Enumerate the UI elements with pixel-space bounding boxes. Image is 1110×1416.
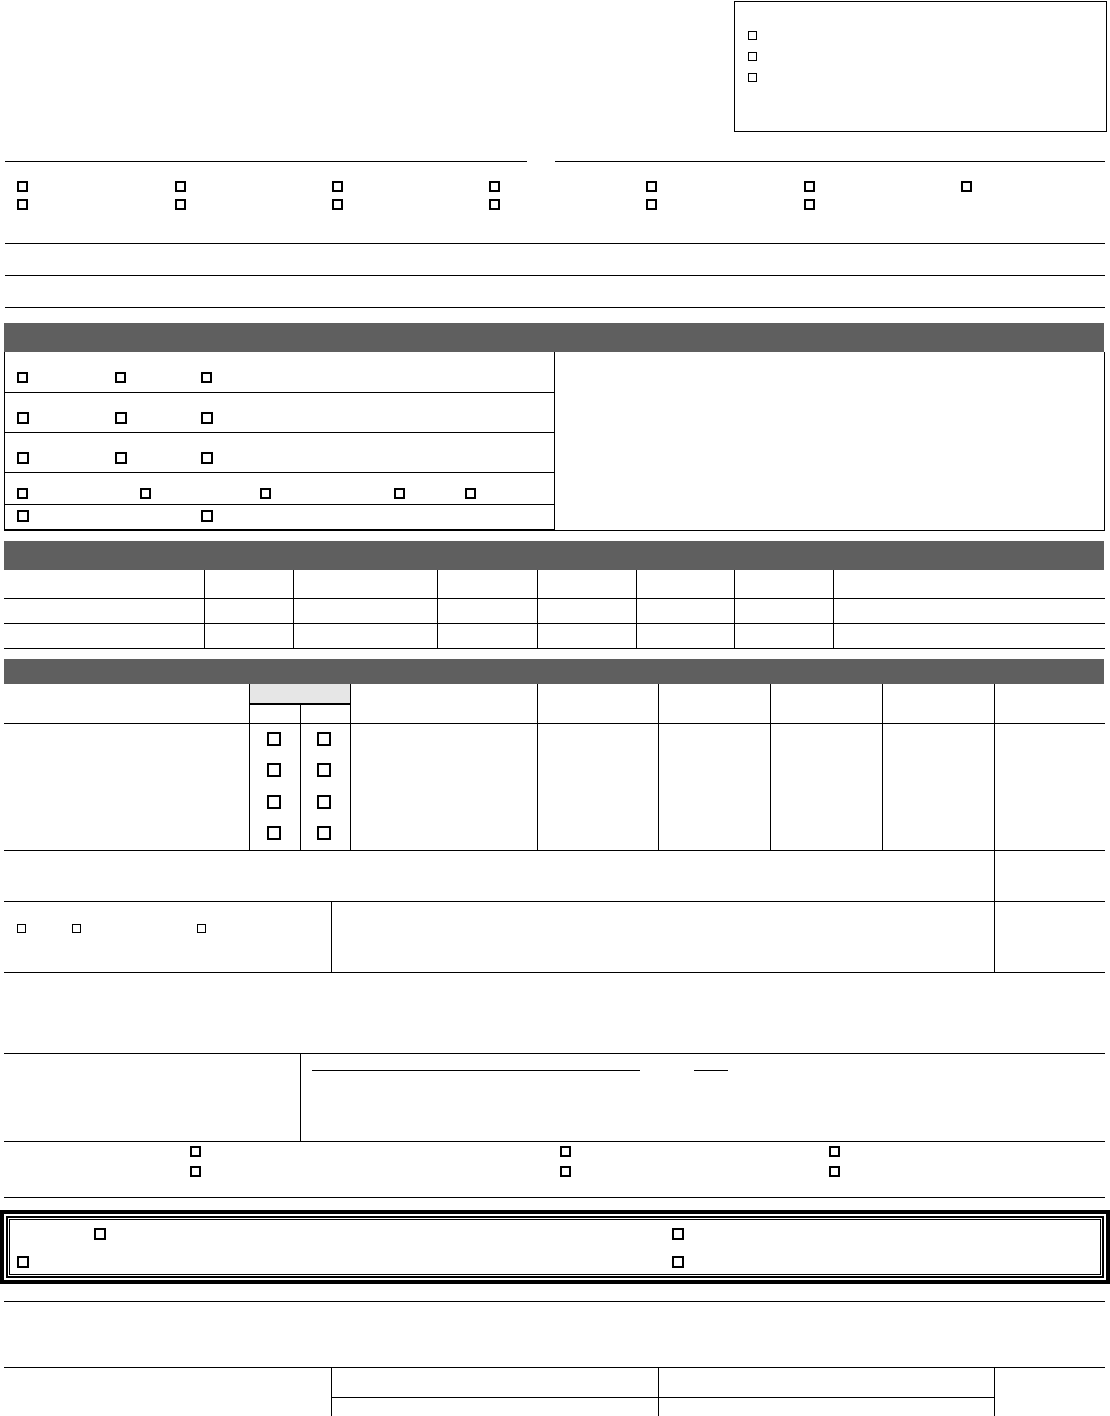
section-1-divider [554, 352, 555, 530]
section-3-extra-checkbox-1[interactable] [17, 924, 26, 933]
section-1-r2-checkbox-1[interactable] [17, 412, 29, 424]
section-1-band [4, 323, 1104, 352]
section-1-r1-checkbox-3[interactable] [201, 372, 212, 383]
lower-block-top-line [4, 1053, 1105, 1054]
date-line[interactable] [694, 1070, 728, 1071]
section-3-col-line-7 [882, 684, 883, 850]
section-3-col-line-4 [537, 684, 538, 850]
option-checkbox-r2-2[interactable] [175, 199, 186, 210]
section-3-bottom-line [4, 972, 1105, 973]
section-3-col-line-6 [770, 684, 771, 850]
bold-box-checkbox-4[interactable] [672, 1256, 684, 1268]
bottom-inner-line [331, 1397, 994, 1398]
option-checkbox-r2-6[interactable] [804, 199, 815, 210]
section-1-row-line-4 [4, 504, 554, 505]
section-3-pair-checkbox-3b[interactable] [317, 795, 331, 809]
lower-block-divider [300, 1053, 301, 1141]
section-3-pair-checkbox-2b[interactable] [317, 763, 331, 777]
section-3-extra-checkbox-3[interactable] [197, 924, 206, 933]
section-1-r4-checkbox-3[interactable] [260, 488, 271, 499]
field-line-3[interactable] [5, 307, 1105, 308]
section-3-pair-checkbox-2a[interactable] [267, 763, 281, 777]
option-checkbox-r1-5[interactable] [646, 181, 657, 192]
lower-checkbox-r1-2[interactable] [560, 1146, 571, 1157]
field-line-2[interactable] [5, 275, 1105, 276]
section-3-col-line-1 [249, 684, 250, 850]
bold-box-checkbox-1[interactable] [94, 1228, 106, 1240]
option-checkbox-r1-3[interactable] [332, 181, 343, 192]
section-3-col-line-9 [331, 901, 332, 972]
section-1-r4-checkbox-5[interactable] [465, 488, 476, 499]
top-box-checkbox-3[interactable] [748, 73, 757, 82]
section-3-col-line-5 [658, 684, 659, 850]
section-2-row-line-3 [4, 648, 1105, 649]
section-3-header-line [4, 723, 1105, 724]
option-checkbox-r2-5[interactable] [646, 199, 657, 210]
section-1-row-line-2 [4, 432, 554, 433]
section-2-band [4, 541, 1104, 570]
top-box-checkbox-1[interactable] [748, 31, 757, 40]
section-1-r3-checkbox-3[interactable] [201, 452, 213, 464]
section-3-extra-checkbox-2[interactable] [72, 924, 81, 933]
bottom-col-line-1 [331, 1367, 332, 1416]
section-3-pair-checkbox-4a[interactable] [267, 826, 281, 840]
lower-checkbox-r2-1[interactable] [190, 1166, 201, 1177]
option-checkbox-r1-4[interactable] [489, 181, 500, 192]
lower-block-bottom-line [4, 1141, 1105, 1142]
lower-checkbox-r2-3[interactable] [829, 1166, 840, 1177]
bold-box-inner-2 [9, 1219, 1101, 1275]
section-1-bottom-line [4, 530, 1105, 531]
section-3-col-line-2 [300, 704, 301, 850]
option-checkbox-r2-3[interactable] [332, 199, 343, 210]
bottom-field-line-1 [4, 1301, 1105, 1302]
lower-checkbox-r1-1[interactable] [190, 1146, 201, 1157]
section-2-col-line-5 [636, 570, 637, 648]
section-1-r4-checkbox-2[interactable] [140, 488, 151, 499]
section-1-r3-checkbox-1[interactable] [17, 452, 29, 464]
option-checkbox-r1-7[interactable] [961, 181, 972, 192]
section-3-pair-checkbox-1a[interactable] [267, 732, 281, 746]
option-checkbox-r2-4[interactable] [489, 199, 500, 210]
bottom-field-line-2 [4, 1367, 1105, 1368]
section-3-col-line-3 [350, 684, 351, 850]
option-checkbox-r2-1[interactable] [17, 199, 28, 210]
header-field-line-right[interactable] [555, 161, 1105, 162]
section-2-col-line-3 [437, 570, 438, 648]
section-1-r4-checkbox-4[interactable] [394, 488, 405, 499]
option-checkbox-r1-2[interactable] [175, 181, 186, 192]
section-3-pair-checkbox-1b[interactable] [317, 732, 331, 746]
section-2-col-line-4 [537, 570, 538, 648]
section-1-r5-checkbox-2[interactable] [201, 510, 213, 522]
section-3-subheader [249, 684, 350, 704]
section-1-row-line-3 [4, 472, 554, 473]
signature-line[interactable] [312, 1070, 640, 1071]
lower-checkbox-bottom-line [4, 1197, 1105, 1198]
top-right-box [734, 1, 1107, 132]
section-1-row-line-1 [4, 392, 554, 393]
section-2-col-line-6 [734, 570, 735, 648]
top-box-checkbox-2[interactable] [748, 52, 757, 61]
section-1-r4-checkbox-1[interactable] [17, 488, 28, 499]
section-3-pair-checkbox-3a[interactable] [267, 795, 281, 809]
section-3-band [4, 659, 1104, 684]
section-2-row-line-2 [4, 623, 1105, 624]
section-1-r3-checkbox-2[interactable] [115, 452, 127, 464]
bottom-col-line-2 [658, 1367, 659, 1416]
section-2-row-line-1 [4, 598, 1105, 599]
section-2-col-line-1 [204, 570, 205, 648]
option-checkbox-r1-6[interactable] [804, 181, 815, 192]
section-1-r1-checkbox-2[interactable] [115, 372, 126, 383]
lower-checkbox-r2-2[interactable] [560, 1166, 571, 1177]
header-field-line-left[interactable] [5, 161, 527, 162]
lower-checkbox-r1-3[interactable] [829, 1146, 840, 1157]
bottom-col-line-3 [994, 1367, 995, 1416]
option-checkbox-r1-1[interactable] [17, 181, 28, 192]
section-2-col-line-7 [833, 570, 834, 648]
section-3-body-line [4, 850, 1105, 851]
section-1-r5-checkbox-1[interactable] [17, 510, 29, 522]
section-3-total-line [4, 901, 1105, 902]
bold-box-checkbox-3[interactable] [17, 1256, 29, 1268]
section-1-r2-checkbox-2[interactable] [115, 412, 127, 424]
section-3-pair-checkbox-4b[interactable] [317, 826, 331, 840]
section-3-col-line-8 [994, 684, 995, 972]
section-1-r1-checkbox-1[interactable] [17, 372, 28, 383]
section-1-right-edge [1104, 352, 1105, 530]
section-2-col-line-2 [293, 570, 294, 648]
section-1-r2-checkbox-3[interactable] [201, 412, 213, 424]
field-line-1[interactable] [5, 243, 1105, 244]
bold-box-checkbox-2[interactable] [672, 1228, 684, 1240]
